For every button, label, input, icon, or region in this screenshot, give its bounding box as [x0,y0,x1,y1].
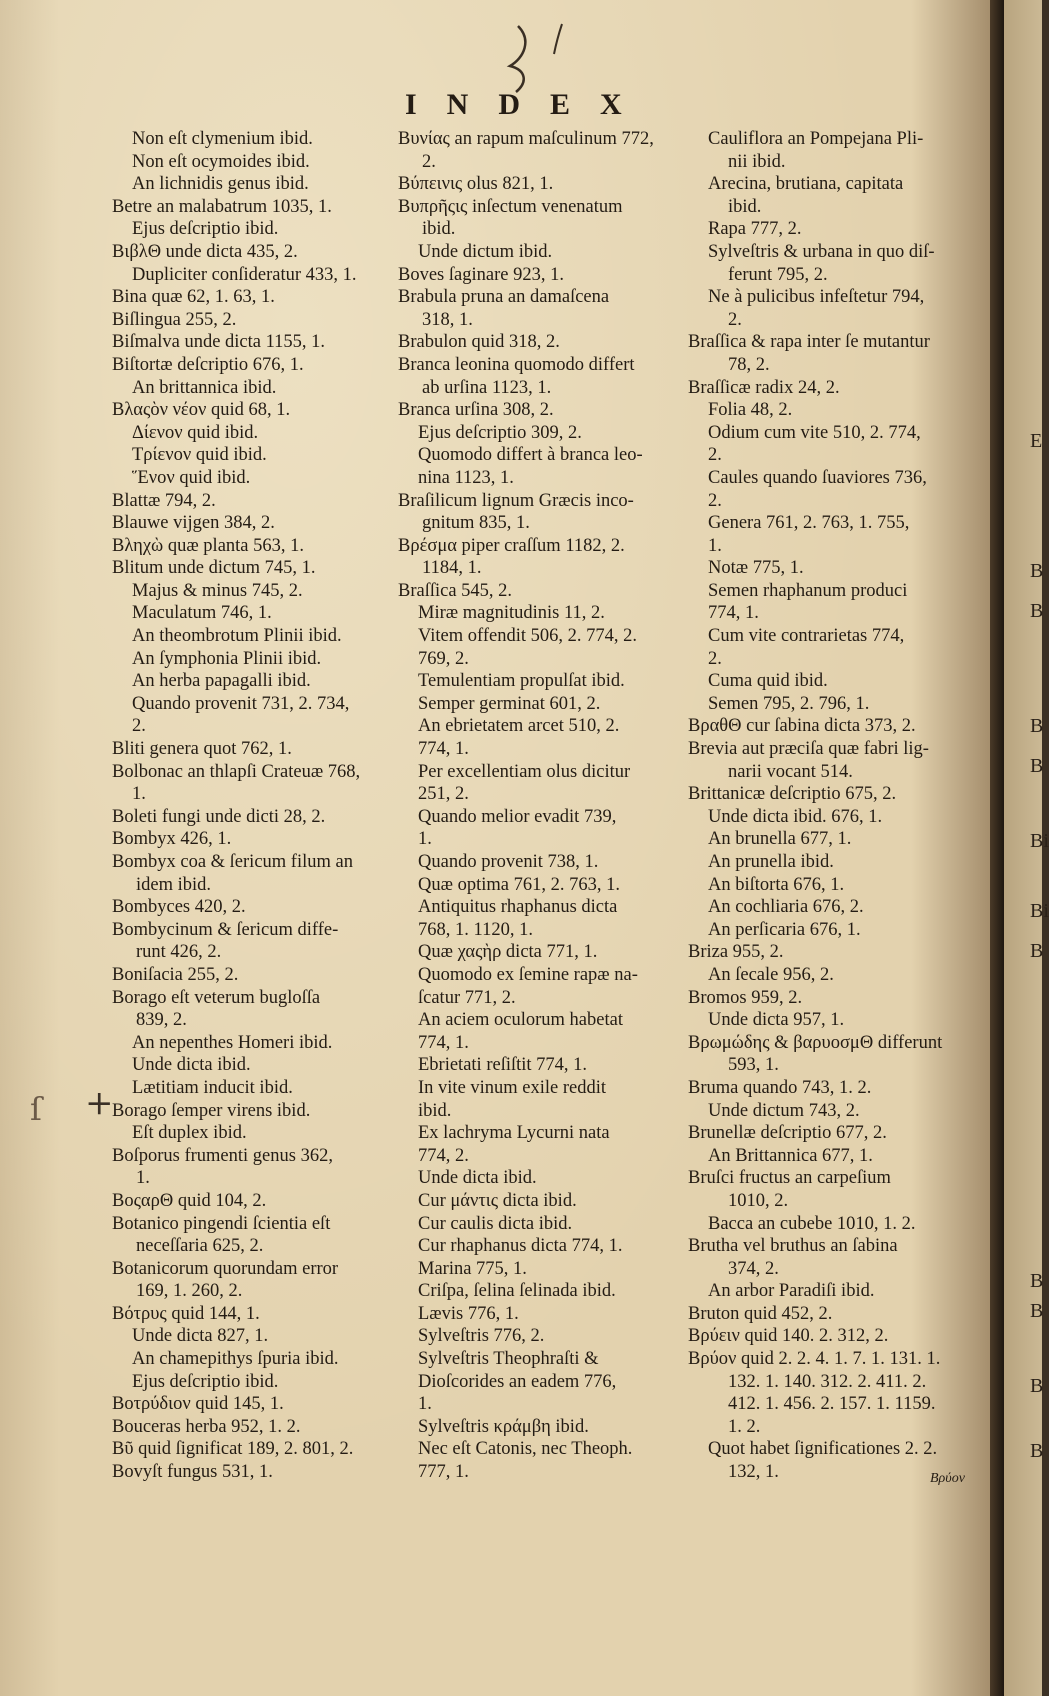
index-entry: Βότρυς quid 144, 1. [112,1303,260,1324]
index-entry: Βληχὼ quæ planta 563, 1. [112,535,305,556]
index-entry: neceſſaria 625, 2. [136,1236,264,1257]
index-entry: Semper germinat 601, 2. [418,693,601,714]
index-entry: Blitum unde dictum 745, 1. [112,558,316,579]
index-entry: Bruma quando 743, 1. 2. [688,1077,872,1098]
index-entry: ibid. [418,1100,452,1121]
index-entry: Unde dicta ibid. 676, 1. [708,806,883,827]
index-entry: gnitum 835, 1. [422,513,530,534]
index-entry: 2. [708,490,722,511]
index-entry: Branca urſina 308, 2. [398,400,554,421]
index-entry: In vite vinum exile reddit [418,1077,607,1098]
index-entry: Botanico pingendi ſcientia eſt [112,1213,331,1234]
index-entry: Eſt duplex ibid. [132,1123,247,1144]
index-entry: Bovyſt fungus 531, 1. [112,1462,273,1483]
index-entry: An herba papagalli ibid. [132,671,311,692]
index-entry: runt 426, 2. [136,942,222,963]
index-entry: Dupliciter conſideratur 433, 1. [132,264,357,285]
index-entry: Lætitiam inducit ibid. [132,1077,293,1098]
facing-page-letter: B [1030,755,1044,777]
index-entry: An lichnidis genus ibid. [132,174,309,195]
facing-page-letter: B [1030,940,1044,962]
index-entry: 374, 2. [728,1258,779,1279]
index-entry: Ejus deſcriptio 309, 2. [418,422,582,443]
index-entry: An ſecale 956, 2. [708,964,834,985]
index-entry: Βρωμώδης & βαρυοσμΘ differunt [688,1032,943,1053]
index-entry: 777, 1. [418,1462,469,1483]
index-entry: An ſymphonia Plinii ibid. [132,648,322,669]
index-entry: Bombycinum & ſericum diffe- [112,919,339,940]
index-entry: ibid. [422,219,456,240]
index-entry: Βύπεινις olus 821, 1. [398,174,554,195]
index-entry: Unde dicta 827, 1. [132,1326,269,1347]
index-entry: An ebrietatem arcet 510, 2. [418,716,620,737]
index-entry: 1184, 1. [422,558,482,579]
catchword: Βρύον [930,1471,965,1486]
index-entry: Βλαςὸν νέον quid 68, 1. [112,400,291,421]
index-entry: Quando melior evadit 739, [418,806,617,827]
index-entry: An Brittannica 677, 1. [708,1145,873,1166]
index-entry: Caules quando ſuaviores 736, [708,467,927,488]
index-entry: 132. 1. 140. 312. 2. 411. 2. [728,1371,927,1392]
index-entry: 1. [418,1394,432,1415]
index-entry: Botanicorum quorundam error [112,1258,339,1279]
index-entry: Quæ optima 761, 2. 763, 1. [418,874,620,895]
index-entry: Briza 955, 2. [688,942,784,963]
index-entry: Betre an malabatrum 1035, 1. [112,196,332,217]
index-entry: 2. [132,716,146,737]
index-entry: Marina 775, 1. [418,1258,527,1279]
index-entry: Vitem offendit 506, 2. 774, 2. [418,626,637,647]
index-entry: 593, 1. [728,1055,779,1076]
index-entry: 839, 2. [136,1010,187,1031]
index-entry: ibid. [728,196,762,217]
index-entry: Biſmalva unde dicta 1155, 1. [112,332,326,353]
index-entry: 1. [132,784,146,805]
facing-page-letter: B [1030,1270,1044,1292]
index-entry: Majus & minus 745, 2. [132,580,303,601]
index-entry: An nepenthes Homeri ibid. [132,1032,333,1053]
index-entry: Brevia aut præciſa quæ fabri lig- [688,739,929,760]
page-header: INDEX [405,88,652,121]
index-entry: Rapa 777, 2. [708,219,802,240]
index-entry: Bombyx 426, 1. [112,829,232,850]
index-entry: Bliti genera quot 762, 1. [112,739,292,760]
index-entry: Blattæ 794, 2. [112,490,216,511]
index-entry: 251, 2. [418,784,469,805]
index-entry: 769, 2. [418,648,469,669]
index-entry: Cur caulis dicta ibid. [418,1213,573,1234]
index-entry: An brunella 677, 1. [708,829,852,850]
index-entry: 2. [708,445,722,466]
index-entry: Odium cum vite 510, 2. 774, [708,422,921,443]
index-entry: Bolbonac an thlapſi Crateuæ 768, [112,761,361,782]
index-entry: Ebrietati reſiſtit 774, 1. [418,1055,588,1076]
index-entry: Folia 48, 2. [708,400,793,421]
index-column-2 [398,128,684,1484]
index-entry: Cauliflora an Pompejana Pli- [708,129,924,149]
index-entry: Quot habet ſignificationes 2. 2. [708,1439,938,1460]
index-entry: Non eſt ocymoides ibid. [132,151,310,172]
index-entry: Miræ magnitudinis 11, 2. [418,603,605,624]
index-entry: Δίενον quid ibid. [132,422,259,443]
index-entry: Βρύον quid 2. 2. 4. 1. 7. 1. 131. 1. [688,1349,941,1370]
index-entry: 2. [422,151,436,172]
index-entry: Ex lachryma Lycurni nata [418,1123,610,1144]
index-entry: Βοτρύδιον quid 145, 1. [112,1394,284,1415]
index-entry: Quando provenit 731, 2. 734, [132,693,350,714]
index-entry: ferunt 795, 2. [728,264,828,285]
index-entry: Sylveſtris 776, 2. [418,1326,545,1347]
index-entry: Braſſicæ radix 24, 2. [688,377,840,398]
index-entry: 412. 1. 456. 2. 157. 1. 1159. [728,1394,936,1415]
index-entry: Sylveſtris Theophraſti & [418,1349,599,1370]
index-entry: idem ibid. [136,874,212,895]
index-entry: Maculatum 746, 1. [132,603,272,624]
book-spine-gutter [990,0,1004,1696]
index-entry: Borago ſemper virens ibid. [112,1100,311,1121]
index-entry: An arbor Paradiſi ibid. [708,1281,875,1302]
index-entry: An prunella ibid. [708,852,834,872]
index-entry: Quando provenit 738, 1. [418,852,599,872]
index-entry: Cur rhaphanus dicta 774, 1. [418,1236,623,1257]
index-column-3 [688,128,968,1484]
index-entry: An brittannica ibid. [132,377,277,398]
index-entry: Borago eſt veterum bugloſſa [112,987,321,1008]
index-entry: Unde dictum ibid. [418,241,553,262]
index-entry: Ejus deſcriptio ibid. [132,1371,279,1392]
index-entry: 768, 1. 1120, 1. [418,919,533,940]
index-entry: ſcatur 771, 2. [418,987,516,1008]
index-entry: ΒραθΘ cur ſabina dicta 373, 2. [688,716,916,737]
margin-cross-mark: + [85,1083,114,1123]
index-entry: Quomodo ex ſemine rapæ na- [418,964,638,985]
index-entry: An theombrotum Plinii ibid. [132,626,342,647]
index-entry: An chamepithys ſpuria ibid. [132,1349,339,1370]
index-entry: Arecina, brutiana, capitata [708,174,904,195]
index-entry: Βρύειν quid 140. 2. 312, 2. [688,1326,889,1347]
index-entry: 78, 2. [728,354,770,375]
index-entry: 132, 1. [728,1462,779,1483]
index-entry: 774, 1. [418,739,469,760]
index-entry: Brutha vel bruthus an ſabina [688,1236,898,1257]
index-entry: Unde dicta ibid. [132,1055,251,1076]
index-entry: An perſicaria 676, 1. [708,919,861,940]
index-entry: Bombyces 420, 2. [112,897,246,918]
index-entry: Βυπρῆςις inſectum venenatum [398,196,623,217]
index-entry: An cochliaria 676, 2. [708,897,864,918]
index-entry: Boſporus frumenti genus 362, [112,1145,333,1166]
facing-page-letter: B [1030,600,1044,622]
index-entry: Ne à pulicibus infeſtetur 794, [708,287,925,308]
index-entry: ab urſina 1123, 1. [422,377,552,398]
index-entry: Semen rhaphanum produci [708,580,908,601]
index-entry: Unde dicta 957, 1. [708,1010,845,1031]
index-entry: Antiquitus rhaphanus dicta [418,897,618,918]
facing-page-letter: B [1030,1300,1044,1322]
index-entry: Braſſica 545, 2. [398,580,513,601]
index-entry: Dioſcorides an eadem 776, [418,1371,617,1392]
index-entry: Notæ 775, 1. [708,558,804,579]
index-entry: Lævis 776, 1. [418,1303,519,1324]
index-entry: Bruſci fructus an carpeſium [688,1168,891,1189]
facing-page-letter: B [1030,1375,1044,1397]
index-entry: 169, 1. 260, 2. [136,1281,243,1302]
index-entry: Criſpa, ſelina ſelinada ibid. [418,1281,616,1302]
index-entry: Braſilicum lignum Græcis inco- [398,490,634,511]
index-entry: Semen 795, 2. 796, 1. [708,693,870,714]
index-entry: 2. [728,309,742,330]
facing-page-letter: B [1030,715,1044,737]
index-entry: Non eſt clymenium ibid. [132,129,313,149]
index-entry: ΒιβλΘ unde dicta 435, 2. [112,241,298,262]
index-entry: Boves ſaginare 923, 1. [398,264,564,285]
index-entry: 774, 1. [708,603,759,624]
index-entry: Brunellæ deſcriptio 677, 2. [688,1123,887,1144]
index-entry: Quomodo differt à branca leo- [418,445,643,466]
facing-page-letter: B [1030,1440,1044,1462]
index-entry: Genera 761, 2. 763, 1. 755, [708,513,910,534]
index-entry: Branca leonina quomodo differt [398,354,635,375]
index-entry: 1010, 2. [728,1190,789,1211]
index-entry: Cur μάντις dicta ibid. [418,1190,577,1211]
facing-page-letter: B [1030,560,1044,582]
index-entry: Biſlingua 255, 2. [112,309,237,330]
index-entry: Βυνίας an rapum maſculinum 772, [398,129,654,149]
index-entry: 2. [708,648,722,669]
index-entry: Ejus deſcriptio ibid. [132,219,279,240]
index-entry: Blauwe vijgen 384, 2. [112,513,275,534]
index-entry: Biſtortæ deſcriptio 676, 1. [112,354,304,375]
index-entry: Bruton quid 452, 2. [688,1303,833,1324]
index-entry: Bacca an cubebe 1010, 1. 2. [708,1213,916,1234]
index-entry: Bina quæ 62, 1. 63, 1. [112,287,275,308]
facing-page-letter: Bi [1030,900,1049,922]
index-entry: Ἕνον quid ibid. [132,467,251,488]
index-column-1 [112,128,400,1484]
index-entry: An biſtorta 676, 1. [708,874,845,895]
index-entry: Sylveſtris κράμβη ibid. [418,1416,589,1437]
index-entry: nii ibid. [728,151,786,172]
index-entry: 318, 1. [422,309,473,330]
index-entry: 774, 2. [418,1145,469,1166]
facing-page-letter: E [1030,430,1043,452]
index-entry: Per excellentiam olus dicitur [418,761,631,782]
index-entry: nina 1123, 1. [418,467,514,488]
index-entry: Brittanicæ deſcriptio 675, 2. [688,784,897,805]
facing-page-letter: Bi [1030,830,1049,852]
index-entry: Τρίενον quid ibid. [132,445,267,466]
index-entry: 1. [708,535,722,556]
index-entry: 774, 1. [418,1032,469,1053]
index-entry: Cuma quid ibid. [708,671,828,692]
index-entry: Brabulon quid 318, 2. [398,332,560,353]
index-entry: An aciem oculorum habetat [418,1010,623,1031]
index-entry: 1. [136,1168,150,1189]
index-entry: Unde dicta ibid. [418,1168,537,1189]
index-entry: Braſſica & rapa inter ſe mutantur [688,332,930,353]
index-entry: 1. [418,829,432,850]
index-entry: 1. 2. [728,1416,761,1437]
index-entry: Βῦ quid ſignificat 189, 2. 801, 2. [112,1439,354,1460]
index-entry: Quæ χαςὴρ dicta 771, 1. [418,942,598,963]
index-entry: Cum vite contrarietas 774, [708,626,905,647]
index-entry: Brabula pruna an damaſcena [398,287,610,308]
index-entry: Βρέσμα piper craſſum 1182, 2. [398,535,625,556]
index-entry: ΒοςαρΘ quid 104, 2. [112,1190,267,1211]
index-entry: Nec eſt Catonis, nec Theoph. [418,1439,633,1460]
index-entry: Unde dictum 743, 2. [708,1100,860,1121]
index-entry: Sylveſtris & urbana in quo diſ- [708,241,935,262]
margin-long-s-mark: ſ [30,1090,42,1128]
index-entry: Bombyx coa & ſericum filum an [112,852,353,872]
index-entry: Bouceras herba 952, 1. 2. [112,1416,301,1437]
index-entry: Boniſacia 255, 2. [112,964,239,985]
index-entry: Boleti fungi unde dicti 28, 2. [112,806,326,827]
index-entry: narii vocant 514. [728,761,853,782]
index-entry: Bromos 959, 2. [688,987,803,1008]
ink-flourish-mark [498,18,588,98]
index-entry: Temulentiam propulſat ibid. [418,671,625,692]
